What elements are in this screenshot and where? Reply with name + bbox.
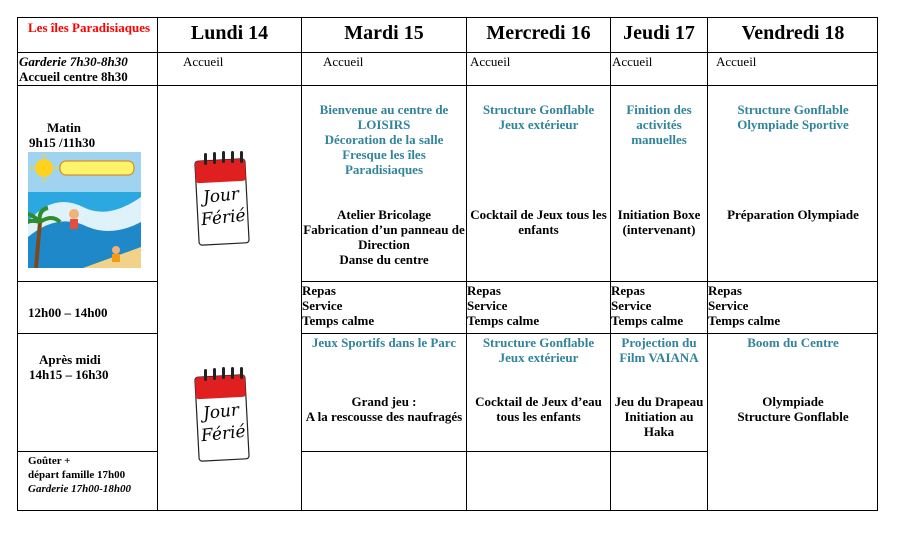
text-line: Service (302, 298, 343, 313)
text-line: Olympiade (762, 394, 824, 409)
jeudi-apres-midi-jeux (611, 394, 707, 439)
text-line: Jeux extérieur (498, 350, 579, 365)
mardi-apres-midi-grand-jeu (302, 394, 466, 424)
jeudi-matin-activite-principale (611, 102, 707, 147)
midi-label: 12h00 – 14h00 (28, 305, 108, 320)
mercredi-matin-activite-principale (467, 102, 610, 132)
text-line: Cocktail de Jeux tous les (470, 207, 607, 222)
text-line: Direction (358, 237, 410, 252)
midi-cell-jeudi (611, 283, 707, 328)
accueil-label (19, 54, 157, 85)
mercredi-apres-midi-cocktail (467, 394, 610, 424)
text-line: Temps calme (467, 313, 540, 328)
text-line: Haka (643, 424, 675, 439)
text-line: activités (636, 117, 682, 132)
text-line: Temps calme (708, 313, 781, 328)
text-line: tous les enfants (496, 409, 581, 424)
midi-cell-vendredi (708, 283, 878, 328)
matin-hours: 9h15 /11h30 (29, 135, 96, 150)
day-header-lundi: Lundi 14 (190, 23, 269, 44)
midi-cell-mercredi (467, 283, 610, 328)
text-line: Jeux Sportifs dans le Parc (311, 335, 457, 350)
accueil-cell-mardi: Accueil (323, 54, 364, 69)
text-line: Structure Gonflable (737, 409, 849, 424)
text-line: Service (708, 298, 749, 313)
mercredi-apres-midi-activite (467, 335, 610, 365)
text-line: Bienvenue au centre de (319, 102, 449, 117)
day-header-vendredi: Vendredi 18 (741, 23, 845, 44)
text-line: Initiation au (624, 409, 694, 424)
text-line: Repas (467, 283, 501, 298)
text-line: Fabrication d’un panneau de (303, 222, 465, 237)
text-line: Repas (708, 283, 742, 298)
text-line: Service (611, 298, 652, 313)
text-line: Structure Gonflable (482, 102, 595, 117)
mardi-matin-atelier (302, 207, 466, 267)
vendredi-matin-atelier (708, 207, 878, 222)
text-line: manuelles (631, 132, 687, 147)
text-line: Cocktail de Jeux d’eau (475, 394, 602, 409)
text-line: enfants (518, 222, 559, 237)
text-line: Atelier Bricolage (337, 207, 431, 222)
text-line: Structure Gonflable (482, 335, 595, 350)
vacation-illustration (28, 152, 141, 268)
gouter-label (28, 454, 157, 496)
text-line: Film VAIANA (619, 350, 699, 365)
matin-label (19, 120, 157, 152)
gouter-text: Goûter + (28, 455, 71, 467)
vendredi-apres-midi-activite (708, 335, 878, 350)
accueil-centre-text: Accueil centre 8h30 (19, 69, 128, 84)
text-line: Fresque les îles (342, 147, 426, 162)
text-line: Repas (611, 283, 645, 298)
day-header-jeudi: Jeudi 17 (623, 23, 695, 44)
garderie-matin-text: Garderie 7h30-8h30 (19, 54, 128, 69)
text-line: Décoration de la salle (324, 132, 444, 147)
day-header-mercredi: Mercredi 16 (486, 23, 591, 44)
jour-ferie-line1: Jour (202, 400, 241, 424)
planning-title: Les îles Paradisiaques (28, 20, 151, 35)
text-line: Jeux extérieur (498, 117, 579, 132)
apres-midi-hours: 14h15 – 16h30 (29, 367, 109, 382)
text-line: Paradisiaques (344, 162, 423, 177)
text-line: A la rescousse des naufragés (305, 409, 463, 424)
text-line: Boom du Centre (747, 335, 839, 350)
mercredi-matin-atelier (467, 207, 610, 237)
jour-ferie-text-apres-midi (193, 398, 253, 463)
jour-ferie-text-matin (193, 182, 253, 247)
text-line: Olympiade Sportive (737, 117, 849, 132)
jour-ferie-line1: Jour (202, 184, 241, 208)
day-header-mardi: Mardi 15 (344, 23, 424, 44)
text-line: LOISIRS (357, 117, 411, 132)
jeudi-apres-midi-activite (611, 335, 707, 365)
text-line: Temps calme (302, 313, 375, 328)
vendredi-matin-activite-principale (708, 102, 878, 132)
accueil-cell-jeudi: Accueil (612, 54, 653, 69)
text-line: Finition des (626, 102, 692, 117)
text-line: Structure Gonflable (737, 102, 849, 117)
vendredi-apres-midi-olympiade (708, 394, 878, 424)
depart-famille-text: départ famille 17h00 (28, 469, 126, 481)
apres-midi-label (19, 352, 157, 382)
text-line: Temps calme (611, 313, 684, 328)
text-line: Initiation Boxe (617, 207, 701, 222)
text-line: Repas (302, 283, 336, 298)
apres-midi-title: Après midi (39, 352, 101, 367)
jeudi-matin-atelier (611, 207, 707, 237)
garderie-soir-text: Garderie 17h00-18h00 (28, 483, 131, 495)
text-line: Préparation Olympiade (727, 207, 859, 222)
text-line: Danse du centre (339, 252, 429, 267)
accueil-cell-lundi: Accueil (183, 54, 224, 69)
text-line: Projection du (621, 335, 697, 350)
text-line: Jeu du Drapeau (614, 394, 704, 409)
jour-ferie-line2: Férié (200, 205, 247, 231)
text-line: (intervenant) (622, 222, 696, 237)
mardi-apres-midi-activite (302, 335, 466, 350)
text-line: Service (467, 298, 508, 313)
text-line: Grand jeu : (351, 394, 417, 409)
matin-title: Matin (47, 120, 81, 135)
accueil-cell-vendredi: Accueil (716, 54, 757, 69)
accueil-cell-mercredi: Accueil (470, 54, 511, 69)
midi-cell-mardi (302, 283, 466, 328)
mardi-matin-activite-principale (302, 102, 466, 177)
jour-ferie-line2: Férié (200, 421, 247, 447)
